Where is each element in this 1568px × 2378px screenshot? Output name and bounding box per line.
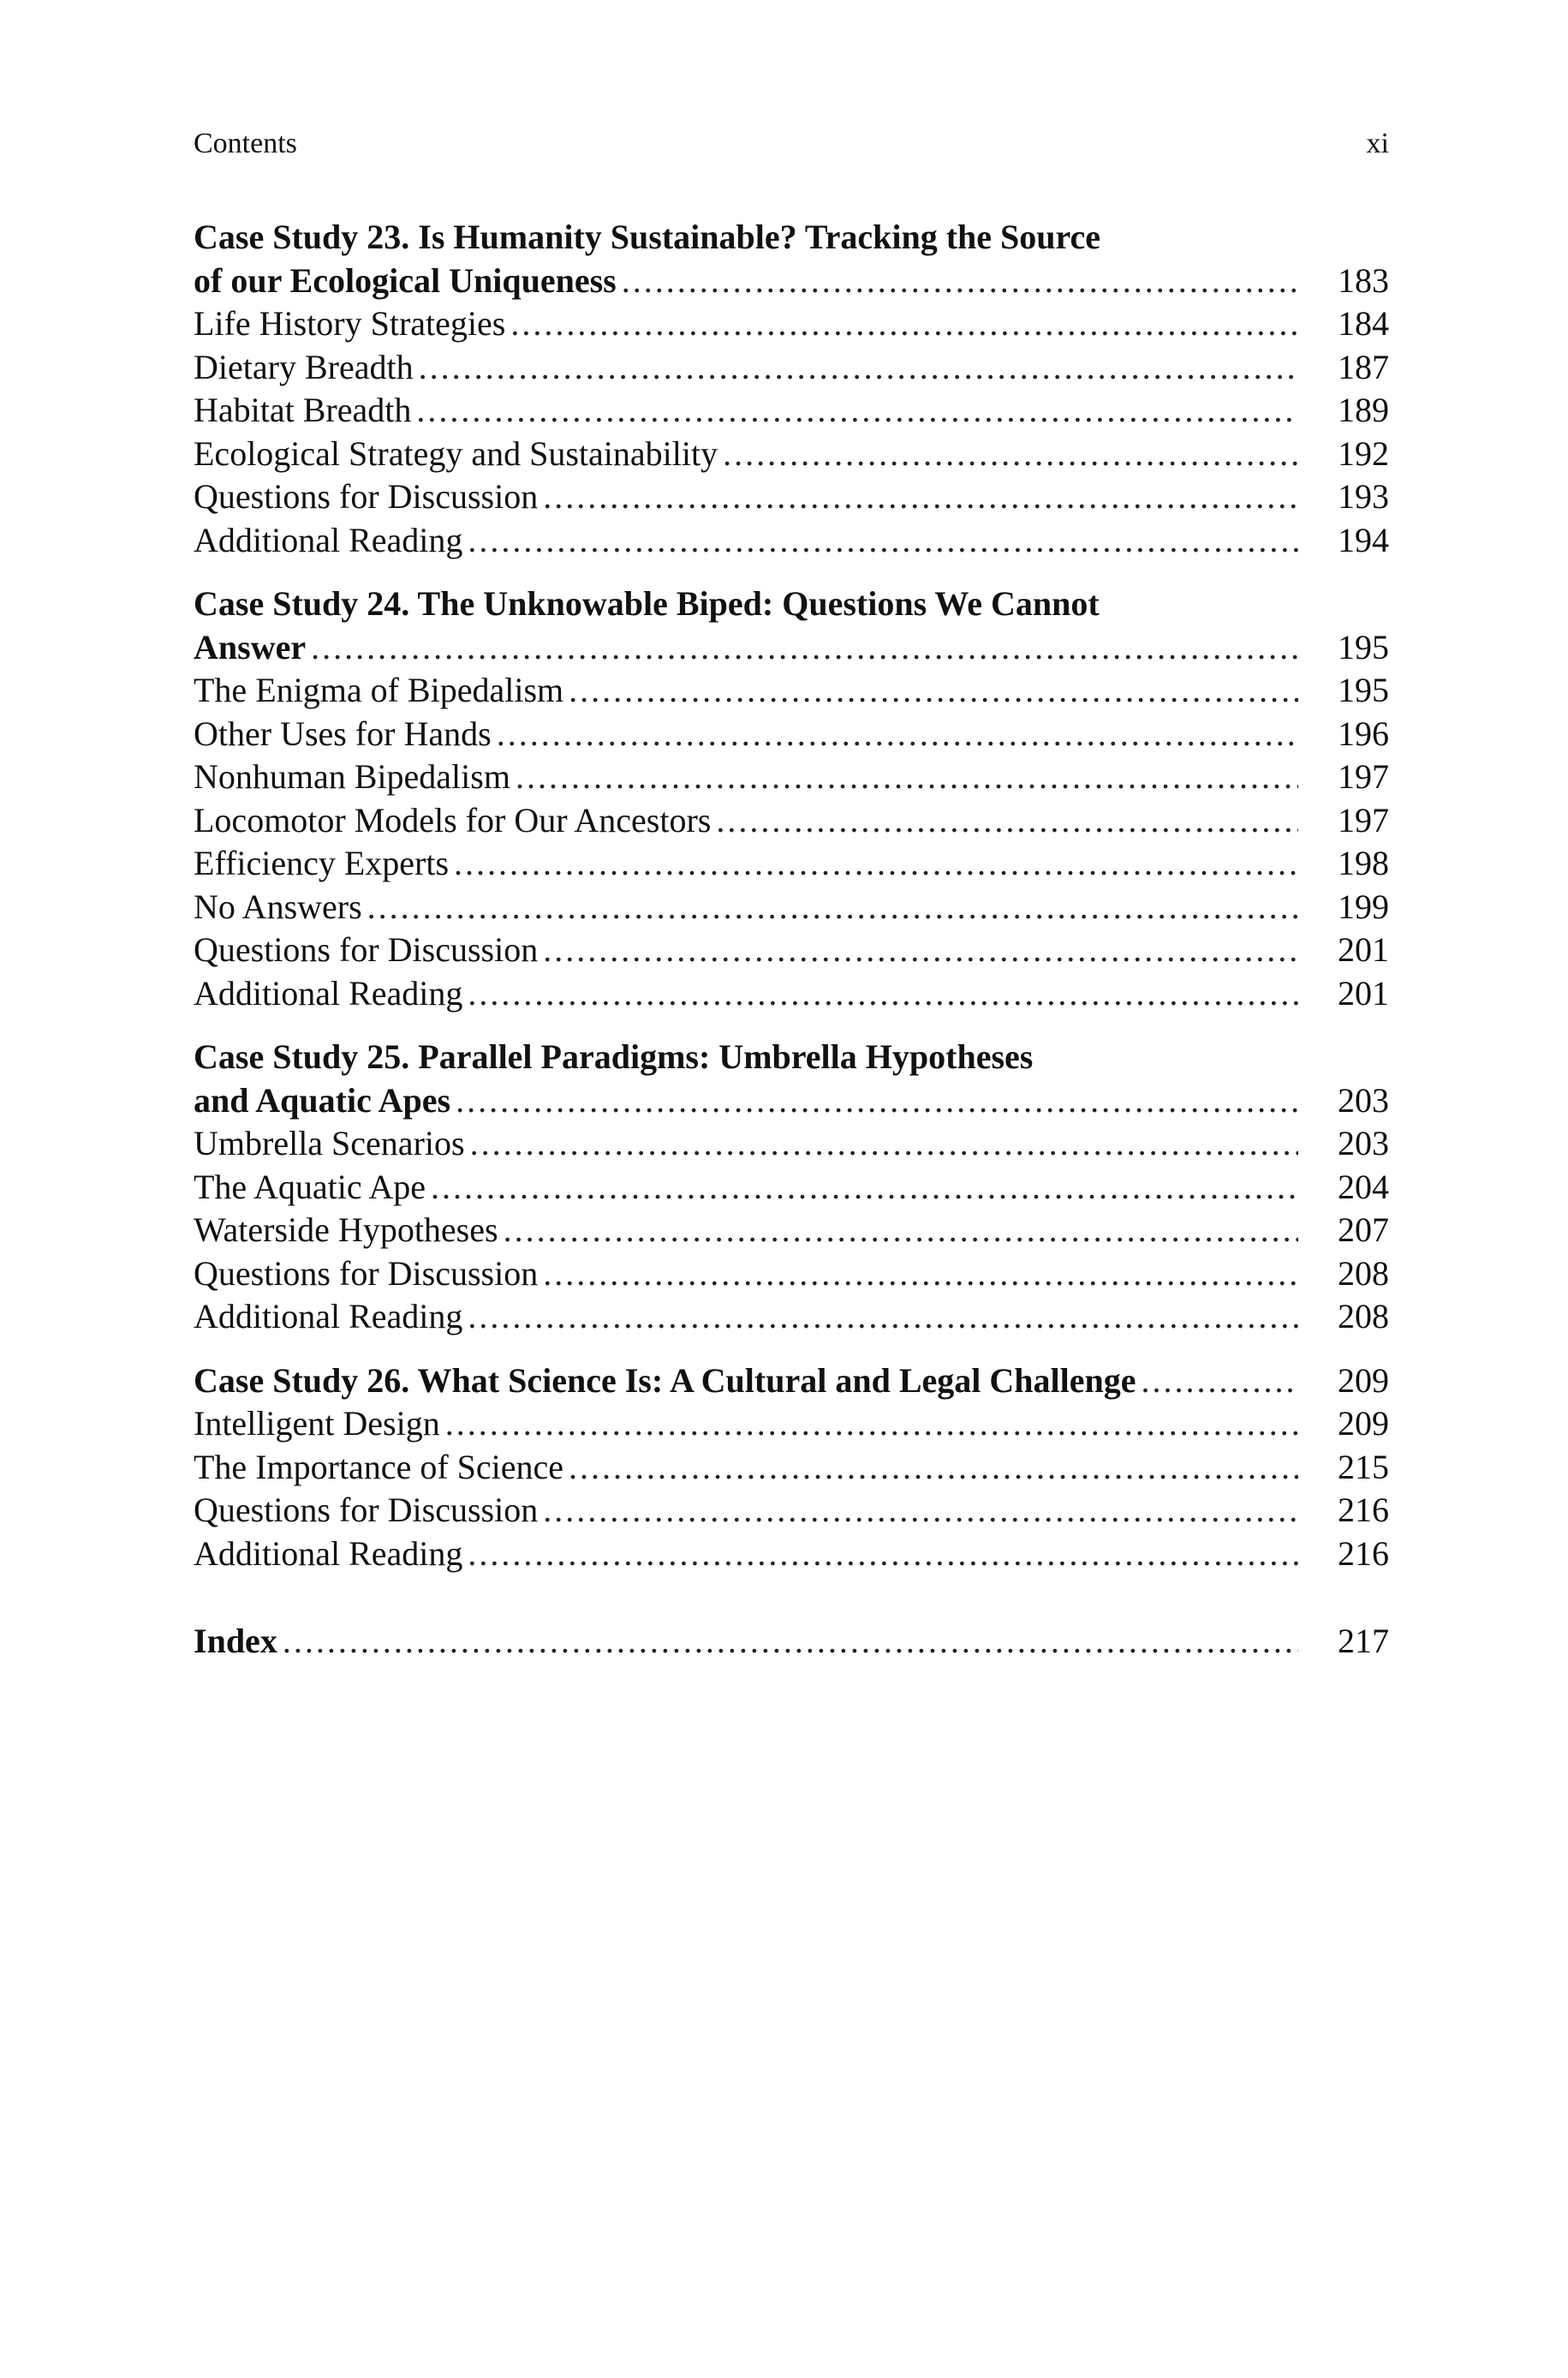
entry-page: 201 [1338,973,1389,1013]
entry-page: 209 [1338,1404,1389,1443]
toc-row[interactable] [194,1295,1389,1339]
toc-row[interactable] [194,972,1389,1016]
toc-section-case-study-23 [194,216,1389,562]
dot-leader [543,929,1298,972]
toc-row[interactable] [194,929,1389,972]
entry-label: Efficiency Experts [194,844,450,882]
entry-label: The Importance of Science [194,1447,564,1486]
entry-label: Additional Reading [194,1297,463,1335]
entry-label: Additional Reading [194,973,463,1013]
entry-label: Habitat Breadth [194,391,412,429]
toc-row[interactable] [194,1166,1389,1210]
dot-leader [516,756,1298,799]
entry-page: 216 [1338,1491,1389,1529]
entry-label: Questions for Discussion [194,1253,539,1293]
entry-page: 189 [1338,391,1389,429]
page-number: xi [1366,128,1389,159]
toc-row[interactable] [194,1489,1389,1533]
entry-page: 199 [1338,887,1389,926]
entry-page: 207 [1338,1210,1389,1249]
dot-leader [419,346,1298,390]
toc-row[interactable] [194,1402,1389,1446]
entry-label: No Answers [194,887,362,926]
section-heading[interactable]: Case Study 24. The Unknowable Biped: Questions We Cannot [194,584,1100,623]
toc-row[interactable] [194,886,1389,929]
entry-label: Waterside Hypotheses [194,1210,498,1249]
entry-page: 184 [1338,304,1389,343]
section-heading[interactable]: Case Study 23. Is Humanity Sustainable? Tracking the Source [194,218,1101,256]
toc-row[interactable] [194,346,1389,390]
toc-row-heading[interactable] [194,260,1389,303]
entry-label: Other Uses for Hands [194,714,492,753]
entry-page: 193 [1338,477,1389,516]
dot-leader [454,842,1298,886]
entry-label: Questions for Discussion [194,930,539,969]
entry-label: Dietary Breadth [194,347,414,386]
entry-page: 201 [1338,930,1389,969]
dot-leader [510,302,1298,346]
dot-leader [367,886,1298,929]
entry-label: Locomotor Models for Our Ancestors [194,800,712,839]
entry-label: The Enigma of Bipedalism [194,671,564,709]
entry-page: 187 [1338,347,1389,386]
running-head-title: Contents [194,128,297,159]
entry-label: Additional Reading [194,520,463,559]
entry-page: 215 [1338,1447,1389,1486]
entry-label: Ecological Strategy and Sustainability [194,433,718,473]
dot-leader [468,1295,1298,1339]
entry-label: Answer [194,627,307,666]
toc-row[interactable] [194,433,1389,476]
toc-row[interactable] [194,1252,1389,1296]
entry-label: Index [194,1622,277,1660]
dot-leader [311,626,1298,670]
toc-row[interactable] [194,799,1389,843]
dot-leader [723,433,1298,476]
dot-leader [622,260,1298,303]
dot-leader [468,519,1298,563]
table-of-contents [194,216,1389,1684]
entry-page: 208 [1338,1253,1389,1293]
toc-section-case-study-26 [194,1359,1389,1576]
dot-leader [456,1079,1298,1123]
toc-row[interactable] [194,302,1389,346]
entry-page: 203 [1338,1124,1389,1162]
toc-section-index [194,1620,1389,1664]
dot-leader [1142,1359,1299,1403]
entry-page: 216 [1338,1533,1389,1573]
entry-label: Questions for Discussion [194,1491,539,1529]
toc-row[interactable] [194,669,1389,713]
dot-leader [431,1166,1298,1210]
toc-row-heading[interactable] [194,626,1389,670]
toc-row[interactable] [194,1446,1389,1490]
entry-page: 195 [1338,671,1389,709]
entry-page: 209 [1338,1360,1389,1400]
entry-label: Additional Reading [194,1533,463,1573]
dot-leader [716,799,1298,843]
toc-row[interactable] [194,1209,1389,1252]
entry-page: 192 [1338,433,1389,473]
dot-leader [470,1122,1298,1166]
entry-page: 194 [1338,520,1389,559]
dot-leader [569,669,1298,713]
entry-page: 217 [1338,1622,1389,1660]
entry-label: Intelligent Design [194,1404,440,1443]
toc-row[interactable] [194,842,1389,886]
entry-label: Case Study 26. What Science Is: A Cultural and Legal Challenge [194,1360,1136,1400]
dot-leader [283,1620,1298,1664]
dot-leader [468,1533,1298,1576]
toc-section-case-study-24 [194,583,1389,1015]
running-head [194,127,1389,161]
entry-page: 197 [1338,800,1389,839]
dot-leader [543,1252,1298,1296]
dot-leader [569,1446,1298,1490]
dot-leader [416,389,1298,433]
toc-row[interactable] [194,756,1389,799]
entry-page: 195 [1338,627,1389,666]
toc-row[interactable] [194,475,1389,519]
dot-leader [468,972,1298,1016]
toc-row-heading[interactable] [194,1079,1389,1123]
entry-page: 196 [1338,714,1389,753]
dot-leader [543,1489,1298,1533]
entry-label: Nonhuman Bipedalism [194,757,510,796]
entry-page: 197 [1338,757,1389,796]
entry-page: 183 [1338,260,1389,300]
dot-leader [445,1402,1298,1446]
toc-section-case-study-25 [194,1036,1389,1339]
entry-label: and Aquatic Apes [194,1080,451,1120]
toc-row[interactable] [194,713,1389,756]
entry-page: 203 [1338,1080,1389,1120]
entry-page: 208 [1338,1297,1389,1335]
section-heading[interactable]: Case Study 25. Parallel Paradigms: Umbrella Hypotheses [194,1037,1034,1076]
dot-leader [504,1209,1298,1252]
toc-row[interactable] [194,1122,1389,1166]
entry-page: 198 [1338,844,1389,882]
toc-row[interactable] [194,1533,1389,1576]
entry-label: The Aquatic Ape [194,1167,426,1206]
dot-leader [543,475,1298,519]
entry-page: 204 [1338,1167,1389,1206]
dot-leader [497,713,1298,756]
entry-label: Questions for Discussion [194,477,539,516]
toc-row-index[interactable] [194,1620,1389,1664]
toc-row-heading[interactable] [194,1359,1389,1403]
toc-row[interactable] [194,519,1389,563]
entry-label: of our Ecological Uniqueness [194,260,617,300]
toc-row[interactable] [194,389,1389,433]
entry-label: Umbrella Scenarios [194,1124,465,1162]
entry-label: Life History Strategies [194,304,506,343]
